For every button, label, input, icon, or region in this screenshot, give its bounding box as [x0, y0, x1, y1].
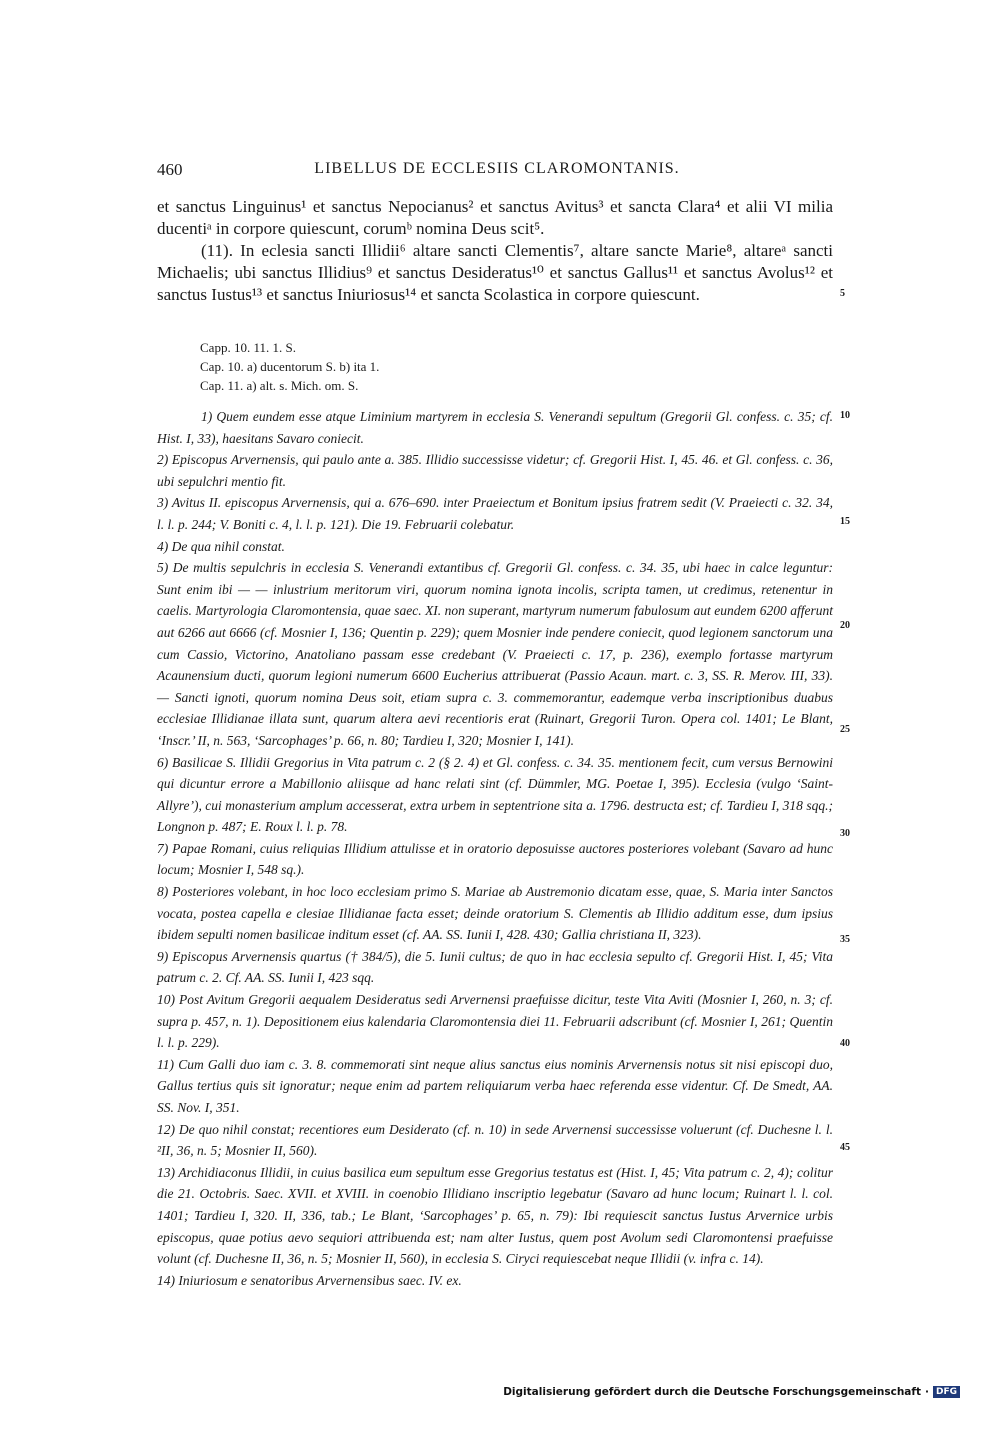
critical-apparatus [200, 338, 379, 395]
footnote-3: 3) Avitus II. episcopus Arvernensis, qui a. 676–690. inter Praeiectum et Bonitum ipsius fratrem sedit (V. Praeiecti c. 32. 34, l. l. p. 244; V. Boniti c. 4, l. l. p. 121). Die 19. Februarii colebatur. [157, 495, 833, 532]
footer-dot: · [924, 1386, 929, 1398]
paragraph-2: (11). In eclesia sancti Illidii⁶ altare sancti Clementis⁷, altare sancte Marie⁸, altareᵃ sancti Michaelis; ubi sanctus Illidius⁹ et sanctus Desideratus¹⁰ et sanctus Gallus¹¹ et sanctus Avolus¹² et sanctus Iustus¹³ et sanctus Iniuriosus¹⁴ et sancta Scolastica in corpore quiescunt. [157, 241, 833, 304]
footnote-4: 4) De qua nihil constat. [157, 538, 285, 554]
line-number: 20 [840, 620, 850, 631]
dfg-logo-icon: DFG [933, 1386, 960, 1398]
line-number: 5 [840, 288, 845, 299]
footnote-14: 14) Iniuriosum e senatoribus Arvernensibus saec. IV. ex. [157, 1272, 462, 1288]
footnote-9: 9) Episcopus Arvernensis quartus († 384/5), die 5. Iunii cultus; de quo in hac ecclesia sepulto cf. Gregorii Hist. I, 45; Vita patrum c. 2. Cf. AA. SS. Iunii I, 423 sqq. [157, 948, 833, 986]
main-text [157, 196, 833, 306]
line-number: 35 [840, 934, 850, 945]
footnote-6: 6) Basilicae S. Illidii Gregorius in Vita patrum c. 2 (§ 2. 4) et Gl. confess. c. 34. 35. mentionem fecit, cum versus Bernowini qui dicuntur errore a Mabillonio aliisque ad hanc relati sint (cf. Dümmler, MG. Poetae I, 395). Ecclesia (vulgo ‘Saint-Allyre’), cui monasterium amplum accesserat, extra urbem in septentrione sita a. 1796. destructa est; cf. Tardieu I, 318 sqq.; Longnon p. 487; E. Roux l. l. p. 78. [157, 754, 833, 835]
running-title: LIBELLUS DE ECCLESIIS CLAROMONTANIS. [314, 160, 680, 177]
line-number: 25 [840, 724, 850, 735]
line-number: 45 [840, 1142, 850, 1153]
footnote-10: 10) Post Avitum Gregorii aequalem Desideratus sedi Arvernensi praefuisse dicitur, teste Vita Aviti (Mosnier I, 260, n. 3; cf. supra p. 457, n. 1). Depositionem eius kalendaria Claromontensia diei 11. Februarii adscribunt (cf. Mosnier I, 261; Quentin l. l. p. 229). [157, 992, 833, 1051]
footnotes [157, 406, 833, 1291]
footnote-5: 5) De multis sepulchris in ecclesia S. Venerandi extantibus cf. Gregorii Gl. confess. c. 34. 35, ubi haec in calce leguntur: Sunt enim ibi — — inlustrium meritorum viri, quorum nomina ignota incolis, scripta tamen, ut credimus, retenentur in caelis. Martyrologia Claromontensia, quae saec. XI. non superant, martyrum numerum fabulosum aut eundem 6200 afferunt aut 6266 aut 6666 (cf. Mosnier I, 136; Quentin p. 229); quem Mosnier inde pendere coniecit, quod legionem sanctorum una cum Cassio, Victorino, Anatoliano passam esse credebant (V. Praeiecti c. 17, p. 236), exemplo fortasse martyrum Acaunensium ducti, quorum legioni numerum 6600 Eucherius attribuerat (Passio Acaun. mart. c. 3, SS. R. Merov. III, 33). — Sancti ignoti, quorum nomina Deus soit, etiam supra c. 3. commemorantur, eademque verba inscriptionibus duabus ecclesiae Illidianae illata sunt, quarum altera aevi recentioris erat (Ruinart, Gregorii Turon. Opera col. 1401; Le Blant, ‘Inscr.’ II, n. 563, ‘Sarcophages’ p. 66, n. 80; Tardieu I, 320; Mosnier I, 141). [157, 560, 833, 748]
line-number: 15 [840, 516, 850, 527]
footer-text: Digitalisierung gefördert durch die Deutsche Forschungsgemeinschaft [503, 1386, 921, 1398]
page-number: 460 [157, 160, 183, 179]
line-number: 30 [840, 828, 850, 839]
apparatus-line: Cap. 10. a) ducentorum S. b) ita 1. [200, 359, 380, 374]
line-number: 10 [840, 410, 850, 421]
line-number: 40 [840, 1038, 850, 1049]
footnote-11: 11) Cum Galli duo iam c. 3. 8. commemorati sint neque alius sanctus eius nominis Arvernensis notus sit nisi episcopi duo, Gallus tertius quis sit ignoratur; neque enim ad partem reliquiarum verba haec referenda esse videntur. Cf. De Smedt, AA. SS. Nov. I, 351. [157, 1056, 833, 1115]
paragraph-1: et sanctus Linguinus¹ et sanctus Nepocianus² et sanctus Avitus³ et sancta Clara⁴ et alii VI milia ducentiᵃ in corpore quiescunt, corumᵇ nomina Deus scit⁵. [157, 197, 833, 238]
apparatus-line: Capp. 10. 11. 1. S. [200, 340, 296, 355]
apparatus-line: Cap. 11. a) alt. s. Mich. om. S. [200, 378, 359, 393]
footnote-7: 7) Papae Romani, cuius reliquias Illidium attulisse et in oratorio deposuisse auctores posteriores volebant (Savaro ad hunc locum; Mosnier I, 548 sq.). [157, 840, 833, 878]
footnote-12: 12) De quo nihil constat; recentiores eum Desiderato (cf. n. 10) in sede Arvernensi successisse voluerunt (cf. Duchesne l. l. ²II, 36, n. 5; Mosnier II, 560). [157, 1121, 833, 1159]
footnote-13: 13) Archidiaconus Illidii, in cuius basilica eum sepultum esse Gregorius testatus est (Hist. I, 45; Vita patrum c. 2, 4); colitur die 21. Octobris. Saec. XVII. et XVIII. in coenobio Illidiano inscriptio legebatur (Savaro ad hunc locum; Ruinart l. l. col. 1401; Tardieu I, 320. II, 336, tab.; Le Blant, ‘Sarcophages’ p. 65, n. 79): Ibi requiescit sanctus Iustus Arvernice urbis episcopus, quae potius aevo sequiori attribuenda est; nam alter Iustus, quem post Avolum sedi Claromontensi praefuisse volunt (cf. Duchesne II, 36, n. 5; Mosnier II, 560), in ecclesia S. Ciryci requiescebat neque Illidii (v. infra c. 14). [157, 1164, 833, 1267]
footnote-2: 2) Episcopus Arvernensis, qui paulo ante a. 385. Illidio successisse videtur; cf. Gregorii Hist. I, 45. 46. et Gl. confess. c. 36, ubi sepulchri mentio fit. [157, 452, 833, 489]
footnote-1: 1) Quem eundem esse atque Liminium martyrem in ecclesia S. Venerandi sepultum (Gregorii Gl. confess. c. 35; cf. Hist. I, 33), haesitans Savaro coniecit. [157, 409, 833, 446]
page-header [157, 160, 837, 184]
footnote-8: 8) Posteriores volebant, in hoc loco ecclesiam primo S. Mariae ab Austremonio dicatam esse, quae, S. Maria inter Sanctos vocata, postea capella e clesiae Illidianae facta esset; deinde oratorium S. Clementis ab Illidio additum esse, dum ipsius ibidem sepulti nomen basilicae inditum esset (cf. AA. SS. Iunii I, 428. 430; Gallia christiana II, 323). [157, 884, 833, 943]
footer-credit [503, 1386, 960, 1398]
